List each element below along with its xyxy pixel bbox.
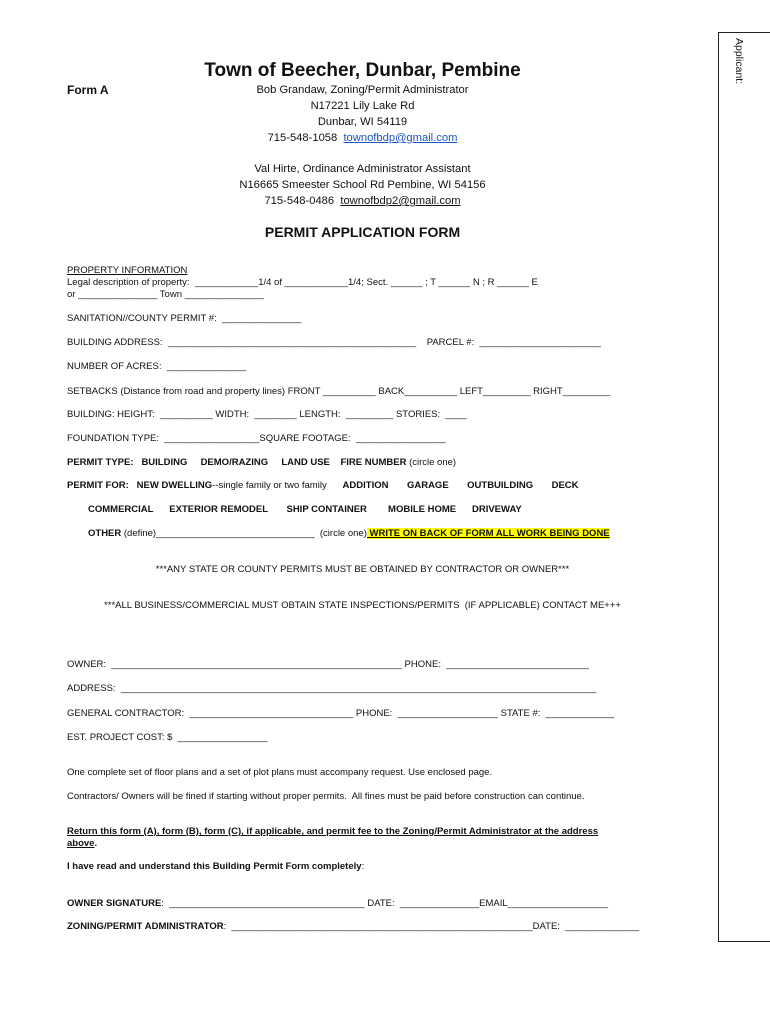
- commercial-notice: ***ALL BUSINESS/COMMERCIAL MUST OBTAIN STATE INSPECTIONS/PERMITS (IF APPLICABLE) CONTACT ME+++: [104, 600, 621, 611]
- owner-signature-label: OWNER SIGNATURE: [67, 898, 162, 909]
- admin-address-line1: N17221 Lily Lake Rd: [310, 100, 415, 112]
- legal-description-field[interactable]: Legal description of property: ____________1/4 of ____________1/4; Sect. ______ ; T ______ N ; R ______ E: [67, 277, 538, 288]
- fines-instruction: Contractors/ Owners will be fined if starting without proper permits. All fines must be paid before construction can continue.: [67, 791, 585, 802]
- permit-for-new-dwelling[interactable]: NEW DWELLING: [136, 480, 213, 491]
- permit-for-ship-container[interactable]: SHIP CONTAINER: [286, 504, 367, 515]
- assistant-email[interactable]: townofbdp2@gmail.com: [340, 195, 461, 207]
- acres-field[interactable]: NUMBER OF ACRES: _______________: [67, 361, 247, 372]
- foundation-field[interactable]: FOUNDATION TYPE: __________________SQUARE FOOTAGE: _________________: [67, 433, 446, 444]
- permit-for-deck[interactable]: DECK: [551, 480, 579, 491]
- permit-for-row1: [67, 480, 579, 491]
- building-address-field[interactable]: BUILDING ADDRESS: _______________________________________________ PARCEL #: _______________________: [67, 337, 602, 348]
- permit-type-land-use[interactable]: LAND USE: [281, 457, 330, 468]
- admin-email-link[interactable]: townofbdp@gmail.com: [343, 132, 458, 144]
- page-title: Town of Beecher, Dunbar, Pembine: [204, 60, 521, 81]
- admin-signature-field[interactable]: : _________________________________________________________DATE: ______________: [223, 921, 640, 932]
- acknowledge-statement: I have read and understand this Building Permit Form completely:: [67, 861, 365, 872]
- dwelling-note: --single family or two family: [212, 480, 327, 491]
- form-title: PERMIT APPLICATION FORM: [264, 224, 461, 240]
- permit-for-addition[interactable]: ADDITION: [342, 480, 389, 491]
- owner-signature-field[interactable]: : _____________________________________ DATE: _______________EMAIL___________________: [161, 898, 609, 909]
- sanitation-permit-field[interactable]: SANITATION//COUNTY PERMIT #: _______________: [67, 313, 302, 324]
- contractor-field[interactable]: GENERAL CONTRACTOR: _______________________________ PHONE: ___________________ STATE #: _____________: [67, 708, 615, 719]
- assistant-address: N16665 Smeester School Rd Pembine, WI 54156: [239, 179, 486, 191]
- permit-for-mobile-home[interactable]: MOBILE HOME: [388, 504, 457, 515]
- form-label: Form A: [67, 83, 109, 97]
- permit-for-garage[interactable]: GARAGE: [406, 480, 449, 491]
- assistant-name: Val Hirte, Ordinance Administrator Assistant: [254, 163, 471, 175]
- permit-for-commercial[interactable]: COMMERCIAL: [88, 504, 154, 515]
- return-instruction-above: above: [67, 838, 95, 849]
- assistant-contact: [0, 193, 725, 209]
- permit-for-driveway[interactable]: DRIVEWAY: [471, 504, 522, 515]
- acknowledge-text: I have read and understand this Building Permit Form completely: [67, 861, 362, 872]
- owner-field[interactable]: OWNER: _______________________________________________________ PHONE: ___________________________: [67, 659, 589, 670]
- permit-type-label: PERMIT TYPE:: [67, 457, 134, 468]
- or-town-field[interactable]: or _______________ Town _______________: [67, 289, 264, 300]
- permit-type-fire-number[interactable]: FIRE NUMBER: [340, 457, 407, 468]
- permit-type-building[interactable]: BUILDING: [141, 457, 188, 468]
- highlight-notice: WRITE ON BACK OF FORM ALL WORK BEING DONE: [366, 528, 610, 539]
- admin-address-line2: Dunbar, WI 54119: [317, 116, 408, 128]
- admin-phone: 715-548-1058: [267, 132, 338, 144]
- project-cost-field[interactable]: EST. PROJECT COST: $ _________________: [67, 732, 268, 743]
- admin-signature-label: ZONING/PERMIT ADMINISTRATOR: [67, 921, 224, 932]
- admin-signature-row[interactable]: [67, 921, 639, 932]
- permit-for-other[interactable]: OTHER: [88, 528, 122, 539]
- assistant-phone: 715-548-0486: [264, 195, 335, 207]
- return-instruction-line2: above.: [67, 838, 98, 849]
- admin-contact: [0, 130, 725, 146]
- permit-type-row: [67, 457, 456, 468]
- permit-type-demo[interactable]: DEMO/RAZING: [200, 457, 269, 468]
- applicant-box: [718, 32, 770, 942]
- address-field[interactable]: ADDRESS: __________________________________________________________________________________________: [67, 683, 597, 694]
- applicant-label: Applicant:: [733, 38, 745, 85]
- return-instruction-line1: Return this form (A), form (B), form (C), if applicable, and permit fee to the Zoning/Permit Administrator at the address: [67, 826, 599, 837]
- admin-name: Bob Grandaw, Zoning/Permit Administrator: [256, 84, 469, 96]
- permit-for-label: PERMIT FOR:: [67, 480, 129, 491]
- building-dimensions-field[interactable]: BUILDING: HEIGHT: __________ WIDTH: ________ LENGTH: _________ STORIES: ____: [67, 409, 467, 420]
- state-permits-notice: ***ANY STATE OR COUNTY PERMITS MUST BE OBTAINED BY CONTRACTOR OR OWNER***: [155, 564, 570, 575]
- owner-signature-row[interactable]: [67, 898, 608, 909]
- property-heading: PROPERTY INFORMATION: [67, 265, 188, 276]
- permit-for-other-row: [88, 528, 610, 539]
- permit-type-note: (circle one): [409, 457, 457, 468]
- plans-instruction: One complete set of floor plans and a set of plot plans must accompany request. Use enclosed page.: [67, 767, 493, 778]
- permit-for-row2: [88, 504, 522, 515]
- permit-for-outbuilding[interactable]: OUTBUILDING: [467, 480, 534, 491]
- setbacks-field[interactable]: SETBACKS (Distance from road and property lines) FRONT __________ BACK__________ LEFT_________ RIGHT_________: [67, 386, 611, 397]
- other-define-field[interactable]: (define)______________________________ (circle one): [121, 528, 367, 539]
- permit-for-exterior-remodel[interactable]: EXTERIOR REMODEL: [169, 504, 268, 515]
